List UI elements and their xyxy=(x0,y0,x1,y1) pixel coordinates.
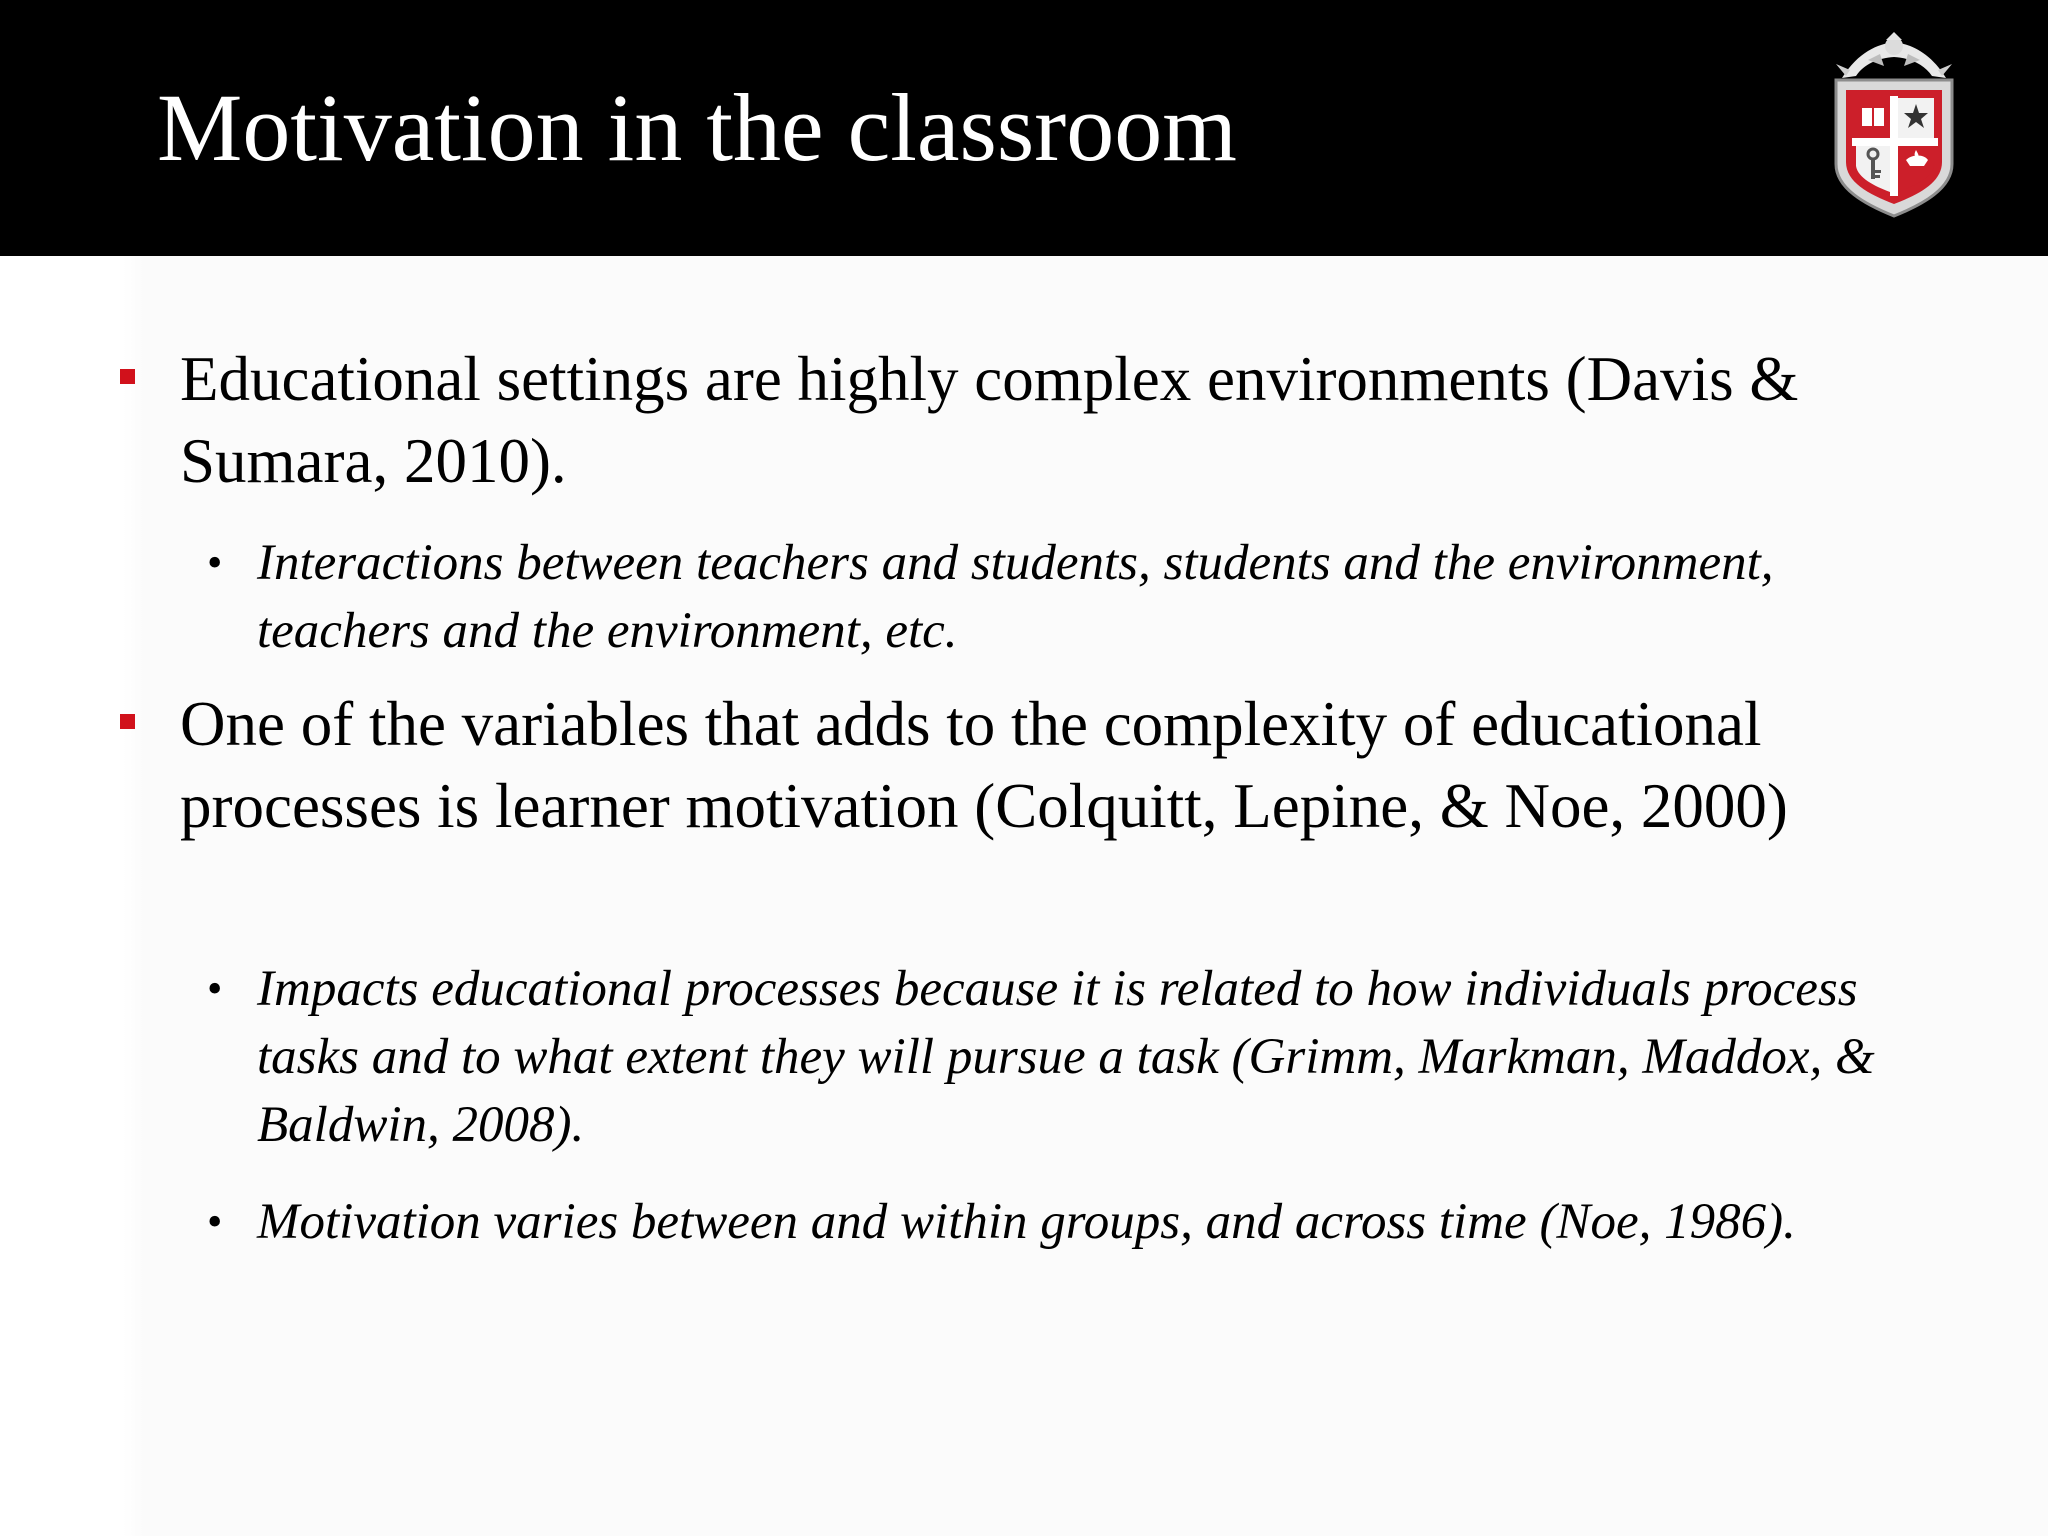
square-bullet-icon xyxy=(120,714,135,729)
sub-bullet-text: Motivation varies between and within groups, and across time (Noe, 1986). xyxy=(257,1194,1796,1250)
bullet-text: One of the variables that adds to the complexity of educational processes is learner motivation (Colquitt, Lepine, & Noe, 2000) xyxy=(180,689,1788,841)
sub-bullet-text: Impacts educational processes because it is related to how individuals process tasks and to what extent they will pursue a task (Grimm, Markman, Maddox, & Baldwin, 2008). xyxy=(257,961,1875,1153)
dot-bullet-icon: • xyxy=(207,964,223,1013)
slide-title: Motivation in the classroom xyxy=(157,74,1237,181)
square-bullet-icon xyxy=(120,369,135,384)
bullet-item xyxy=(180,338,1900,502)
sub-bullet-text: Interactions between teachers and students, students and the environment, teachers and the environment, etc. xyxy=(257,535,1774,659)
bullet-text: Educational settings are highly complex environments (Davis & Sumara, 2010). xyxy=(180,344,1799,496)
dot-bullet-icon: • xyxy=(207,1197,223,1246)
dot-bullet-icon: • xyxy=(207,538,223,587)
sub-bullet-item xyxy=(207,529,1897,665)
bullet-item xyxy=(180,683,1900,847)
sub-bullet-item xyxy=(207,955,1897,1159)
sub-bullet-item xyxy=(207,1188,1897,1256)
